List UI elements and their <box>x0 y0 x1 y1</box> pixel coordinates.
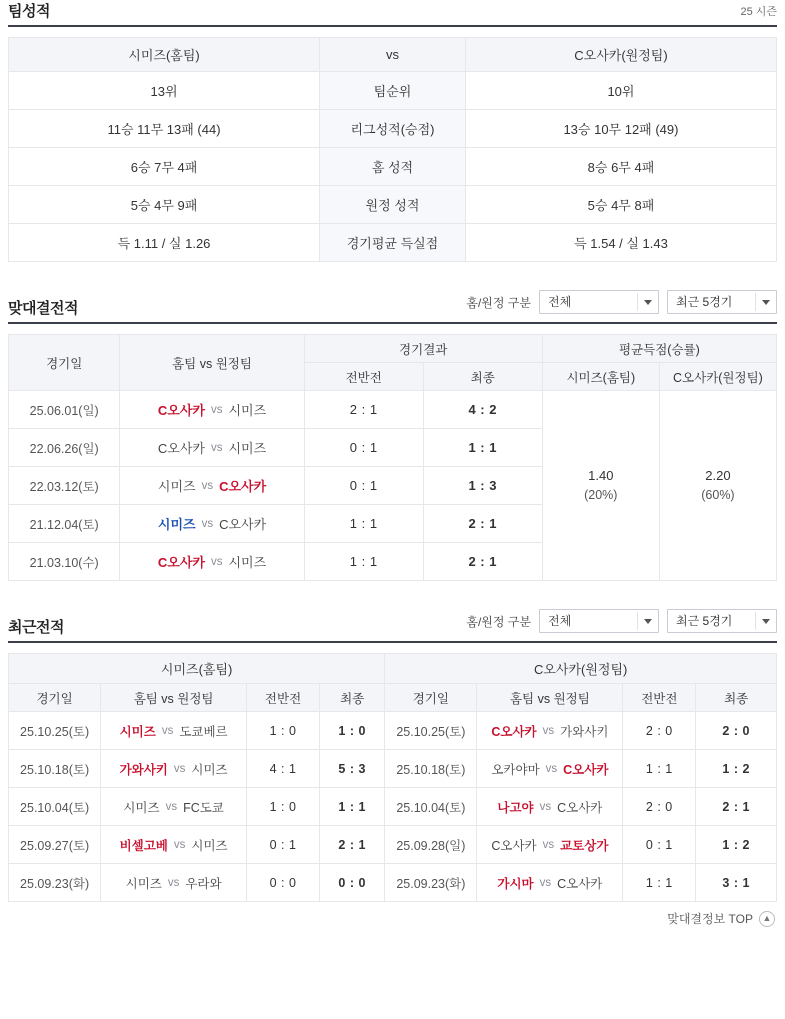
h2h-match <box>120 505 304 543</box>
h2h-title: 맞대결전적 <box>8 300 78 317</box>
arrow-up-icon[interactable]: ▲ <box>759 911 775 927</box>
team-stats-away-value: 8승 6무 4패 <box>465 148 776 186</box>
vs-label: vs <box>210 555 223 568</box>
h2h-controls <box>466 290 777 318</box>
recent-group-home: 시미즈(홈팀) <box>9 654 385 684</box>
h2h-home-team: 시미즈 <box>157 517 196 532</box>
h2h-avg-home <box>542 391 659 581</box>
recent-away-final: 3 : 1 <box>696 864 777 902</box>
recent-col-date-home: 경기일 <box>9 684 101 712</box>
table-row <box>9 110 777 148</box>
recent-col-match-away: 홈팀 vs 원정팀 <box>477 684 623 712</box>
h2h-col-avg-home: 시미즈(홈팀) <box>542 363 659 391</box>
recent-home-match-away: 우라와 <box>185 876 222 891</box>
recent-range-select-value: 최근 5경기 <box>676 614 733 628</box>
recent-away-match-away: 교토상가 <box>560 838 609 853</box>
team-stats-home-value: 득 1.11 / 실 1.26 <box>9 224 320 262</box>
recent-away-match-home: 가시마 <box>497 876 534 891</box>
h2h-header-row-1 <box>9 335 777 363</box>
table-row <box>9 712 777 750</box>
recent-home-final: 5 : 3 <box>320 750 385 788</box>
recent-away-match-home: C오사카 <box>491 838 537 853</box>
vs-label: vs <box>545 762 558 775</box>
recent-away-first-half: 0 : 1 <box>623 826 696 864</box>
recent-home-match-home: 시미즈 <box>125 876 162 891</box>
vs-label: vs <box>210 441 223 454</box>
recent-col-final-home: 최종 <box>320 684 385 712</box>
recent-home-match-away: 시미즈 <box>191 838 228 853</box>
h2h-date: 22.03.12(토) <box>9 467 120 505</box>
h2h-avg-away-pct: (60%) <box>701 487 735 502</box>
recent-home-date: 25.10.18(토) <box>9 750 101 788</box>
team-stats-row-label: 팀순위 <box>320 72 466 110</box>
recent-away-first-half: 1 : 1 <box>623 750 696 788</box>
team-stats-away-value: 10위 <box>465 72 776 110</box>
recent-home-first-half: 4 : 1 <box>247 750 320 788</box>
recent-home-date: 25.10.25(토) <box>9 712 101 750</box>
divider <box>637 612 638 630</box>
recent-away-match <box>477 750 623 788</box>
recent-home-match-away: FC도쿄 <box>183 800 224 815</box>
recent-away-date: 25.10.25(토) <box>385 712 477 750</box>
recent-away-match <box>477 712 623 750</box>
team-stats-row-label: 원정 성적 <box>320 186 466 224</box>
h2h-table <box>8 334 777 581</box>
recent-away-match-away: C오사카 <box>557 800 603 815</box>
h2h-away-team: 시미즈 <box>228 403 267 418</box>
vs-label: vs <box>167 876 180 889</box>
recent-home-match-away: 도쿄베르 <box>179 724 228 739</box>
h2h-first-half: 1 : 1 <box>304 543 423 581</box>
recent-home-date: 25.09.27(토) <box>9 826 101 864</box>
team-stats-away-value: 13승 10무 12패 (49) <box>465 110 776 148</box>
recent-group-away: C오사카(원정팀) <box>385 654 777 684</box>
recent-away-match-away: 가와사키 <box>560 724 609 739</box>
table-row <box>9 788 777 826</box>
h2h-home-team: 시미즈 <box>157 479 196 494</box>
recent-col-first-half-home: 전반전 <box>247 684 320 712</box>
season-label: 25 시즌 <box>740 6 777 18</box>
back-to-top-label[interactable]: 맞대결정보 TOP <box>667 912 753 926</box>
divider <box>637 293 638 311</box>
table-row <box>9 750 777 788</box>
recent-home-match-home: 비셀고베 <box>119 838 168 853</box>
recent-away-match <box>477 864 623 902</box>
recent-home-date: 25.09.23(화) <box>9 864 101 902</box>
table-row <box>9 391 777 429</box>
recent-away-match <box>477 788 623 826</box>
h2h-col-first-half: 전반전 <box>304 363 423 391</box>
h2h-final: 1 : 1 <box>423 429 542 467</box>
chevron-down-icon <box>762 300 770 305</box>
recent-title: 최근전적 <box>8 619 64 636</box>
recent-home-first-half: 0 : 0 <box>247 864 320 902</box>
recent-away-match-away: C오사카 <box>563 762 609 777</box>
recent-away-first-half: 2 : 0 <box>623 788 696 826</box>
h2h-venue-select[interactable] <box>539 290 659 314</box>
divider <box>755 293 756 311</box>
recent-away-match <box>477 826 623 864</box>
recent-home-first-half: 1 : 0 <box>247 788 320 826</box>
recent-table <box>8 653 777 902</box>
team-stats-home-value: 13위 <box>9 72 320 110</box>
h2h-col-final: 최종 <box>423 363 542 391</box>
team-stats-away-value: 득 1.54 / 실 1.43 <box>465 224 776 262</box>
vs-label: vs <box>201 517 214 530</box>
h2h-avg-away-value: 2.20 <box>705 467 731 483</box>
recent-col-date-away: 경기일 <box>385 684 477 712</box>
h2h-first-half: 2 : 1 <box>304 391 423 429</box>
h2h-avg-away <box>659 391 776 581</box>
recent-away-date: 25.09.28(일) <box>385 826 477 864</box>
h2h-away-team: 시미즈 <box>228 555 267 570</box>
recent-home-final: 1 : 1 <box>320 788 385 826</box>
h2h-final: 4 : 2 <box>423 391 542 429</box>
recent-home-match-away: 시미즈 <box>191 762 228 777</box>
recent-home-final: 0 : 0 <box>320 864 385 902</box>
vs-label: vs <box>201 479 214 492</box>
team-stats-home-value: 5승 4무 9패 <box>9 186 320 224</box>
recent-away-final: 2 : 0 <box>696 712 777 750</box>
vs-label: vs <box>173 762 186 775</box>
table-row <box>9 864 777 902</box>
recent-home-first-half: 1 : 0 <box>247 712 320 750</box>
recent-away-date: 25.10.18(토) <box>385 750 477 788</box>
h2h-final: 2 : 1 <box>423 505 542 543</box>
recent-home-match-home: 시미즈 <box>119 724 156 739</box>
h2h-home-team: C오사카 <box>157 403 205 418</box>
recent-home-final: 1 : 0 <box>320 712 385 750</box>
h2h-date: 22.06.26(일) <box>9 429 120 467</box>
h2h-first-half: 1 : 1 <box>304 505 423 543</box>
h2h-header <box>8 290 777 324</box>
h2h-avg-home-value: 1.40 <box>588 467 614 483</box>
table-row <box>9 224 777 262</box>
vs-label: vs <box>542 724 555 737</box>
vs-label: vs <box>542 838 555 851</box>
recent-venue-select-value: 전체 <box>548 614 572 628</box>
recent-home-first-half: 0 : 1 <box>247 826 320 864</box>
h2h-filter-label: 홈/원정 구분 <box>466 295 531 310</box>
h2h-col-avg: 평균득점(승률) <box>542 335 776 363</box>
team-stats-home-value: 6승 7무 4패 <box>9 148 320 186</box>
recent-venue-select[interactable] <box>539 609 659 633</box>
chevron-down-icon <box>644 300 652 305</box>
recent-away-match-home: C오사카 <box>491 724 537 739</box>
recent-away-first-half: 1 : 1 <box>623 864 696 902</box>
footer <box>8 902 777 937</box>
recent-away-date: 25.10.04(토) <box>385 788 477 826</box>
chevron-down-icon <box>762 619 770 624</box>
recent-home-match <box>101 712 247 750</box>
team-stats-row-label: 홈 성적 <box>320 148 466 186</box>
recent-away-final: 1 : 2 <box>696 750 777 788</box>
team-stats-row-label: 리그성적(승점) <box>320 110 466 148</box>
recent-away-match-home: 오카야마 <box>491 762 540 777</box>
h2h-date: 25.06.01(일) <box>9 391 120 429</box>
h2h-col-date: 경기일 <box>9 335 120 391</box>
vs-label: vs <box>173 838 186 851</box>
team-stats-home-value: 11승 11무 13패 (44) <box>9 110 320 148</box>
h2h-date: 21.03.10(수) <box>9 543 120 581</box>
h2h-home-team: C오사카 <box>157 555 205 570</box>
h2h-away-team: C오사카 <box>219 517 267 532</box>
vs-label: vs <box>539 800 552 813</box>
h2h-col-result: 경기결과 <box>304 335 542 363</box>
team-stats-away-name: C오사카(원정팀) <box>465 38 776 72</box>
h2h-avg-home-pct: (20%) <box>584 487 618 502</box>
table-row <box>9 826 777 864</box>
team-stats-header <box>8 0 777 27</box>
h2h-away-team: 시미즈 <box>228 441 267 456</box>
h2h-match <box>120 543 304 581</box>
recent-home-date: 25.10.04(토) <box>9 788 101 826</box>
h2h-first-half: 0 : 1 <box>304 467 423 505</box>
table-row <box>9 72 777 110</box>
h2h-final: 1 : 3 <box>423 467 542 505</box>
recent-range-select[interactable] <box>667 609 777 633</box>
recent-home-final: 2 : 1 <box>320 826 385 864</box>
team-stats-title: 팀성적 <box>8 3 50 20</box>
table-row <box>9 186 777 224</box>
recent-away-date: 25.09.23(화) <box>385 864 477 902</box>
h2h-final: 2 : 1 <box>423 543 542 581</box>
h2h-venue-select-value: 전체 <box>548 295 572 309</box>
h2h-away-team: C오사카 <box>219 479 267 494</box>
h2h-first-half: 0 : 1 <box>304 429 423 467</box>
recent-col-final-away: 최종 <box>696 684 777 712</box>
divider <box>755 612 756 630</box>
recent-home-match <box>101 788 247 826</box>
recent-away-match-home: 나고야 <box>497 800 534 815</box>
h2h-match <box>120 467 304 505</box>
recent-home-match-home: 시미즈 <box>123 800 160 815</box>
vs-label: vs <box>210 403 223 416</box>
recent-header <box>8 609 777 643</box>
recent-away-final: 2 : 1 <box>696 788 777 826</box>
recent-home-match <box>101 750 247 788</box>
h2h-range-select-value: 최근 5경기 <box>676 295 733 309</box>
team-stats-home-name: 시미즈(홈팀) <box>9 38 320 72</box>
team-stats-away-value: 5승 4무 8패 <box>465 186 776 224</box>
h2h-col-match: 홈팀 vs 원정팀 <box>120 335 304 391</box>
recent-home-match-home: 가와사키 <box>119 762 168 777</box>
recent-away-final: 1 : 2 <box>696 826 777 864</box>
recent-col-first-half-away: 전반전 <box>623 684 696 712</box>
table-row <box>9 38 777 72</box>
recent-home-match <box>101 864 247 902</box>
recent-filter-label: 홈/원정 구분 <box>466 614 531 629</box>
recent-controls <box>466 609 777 637</box>
h2h-col-avg-away: C오사카(원정팀) <box>659 363 776 391</box>
chevron-down-icon <box>644 619 652 624</box>
recent-group-header-row <box>9 654 777 684</box>
vs-label: vs <box>539 876 552 889</box>
table-row <box>9 148 777 186</box>
team-stats-row-label: 경기평균 득실점 <box>320 224 466 262</box>
recent-away-match-away: C오사카 <box>557 876 603 891</box>
h2h-date: 21.12.04(토) <box>9 505 120 543</box>
vs-label: vs <box>161 724 174 737</box>
team-stats-table <box>8 37 777 262</box>
recent-away-first-half: 2 : 0 <box>623 712 696 750</box>
h2h-home-team: C오사카 <box>157 441 205 456</box>
team-stats-vs: vs <box>320 38 466 72</box>
h2h-match <box>120 391 304 429</box>
h2h-range-select[interactable] <box>667 290 777 314</box>
recent-home-match <box>101 826 247 864</box>
h2h-match <box>120 429 304 467</box>
vs-label: vs <box>165 800 178 813</box>
recent-column-header-row <box>9 684 777 712</box>
recent-col-match-home: 홈팀 vs 원정팀 <box>101 684 247 712</box>
